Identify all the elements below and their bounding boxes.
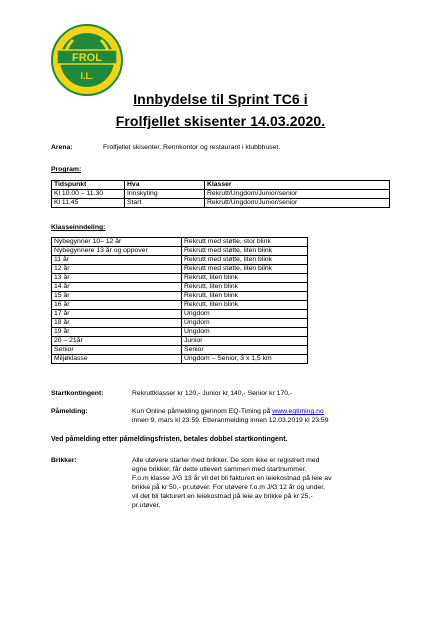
klasse-cell: Rekrutt, liten blink bbox=[182, 292, 308, 301]
table-row bbox=[52, 190, 390, 199]
klasse-cell: Miljøklasse bbox=[52, 355, 182, 364]
page-title-line1: Innbydelse til Sprint TC6 i bbox=[133, 91, 308, 107]
table-row bbox=[52, 199, 390, 208]
brikker-label: Brikker: bbox=[51, 457, 77, 464]
table-row bbox=[52, 310, 308, 319]
klasse-cell: 11 år bbox=[52, 256, 182, 265]
klasse-cell: Ungdom bbox=[182, 310, 308, 319]
table-row bbox=[52, 355, 308, 364]
program-table bbox=[51, 180, 390, 208]
klasse-cell: Nybegynnere 13 år og oppover bbox=[52, 247, 182, 256]
logo-text-bottom: I.L. bbox=[80, 71, 94, 81]
brikker-line: pr.utøver. bbox=[132, 502, 161, 509]
table-row bbox=[52, 256, 308, 265]
program-cell: Rekrutt/Ungdom/Junior/senior bbox=[205, 199, 390, 208]
program-cell: Kl 10.00 – 11.30 bbox=[52, 190, 125, 199]
table-row bbox=[52, 346, 308, 355]
klasse-cell: Rekrutt, liten blink bbox=[182, 274, 308, 283]
klasse-cell: 12 år bbox=[52, 265, 182, 274]
klasse-cell: Ungdom bbox=[182, 319, 308, 328]
klasse-cell: Senior bbox=[52, 346, 182, 355]
program-cell: Kl 11.45 bbox=[52, 199, 125, 208]
logo-text-top: FROL bbox=[72, 52, 102, 64]
program-cell: Rekrutt/Ungdom/Junior/senior bbox=[205, 190, 390, 199]
klasse-cell: 19 år bbox=[52, 328, 182, 337]
pamelding-line1 bbox=[132, 408, 324, 416]
klasse-table bbox=[51, 237, 308, 364]
brikker-line: vil det bli fakturert en leiekostnad på leie av brikke på kr 25,- bbox=[132, 493, 313, 500]
program-cell: Innskyting bbox=[125, 190, 205, 199]
klasse-cell: Rekrutt med støtte, stor blink bbox=[182, 238, 308, 247]
program-label: Program: bbox=[51, 166, 82, 173]
klasse-cell: Rekrutt med støtte, liten blink bbox=[182, 247, 308, 256]
program-header-time: Tidspunkt bbox=[52, 181, 125, 190]
klasse-cell: 15 år bbox=[52, 292, 182, 301]
klasse-cell: Ungdom – Senior, 3 x 1,5 km bbox=[182, 355, 308, 364]
program-header-row bbox=[52, 181, 390, 190]
table-row bbox=[52, 265, 308, 274]
startkontingent-text: Rekruttklasser kr 120,- Junior kr 140,- Senior kr 170,- bbox=[132, 390, 293, 397]
startkontingent-label: Startkontingent: bbox=[51, 390, 104, 397]
klasse-cell: Nybegynner 10– 12 år bbox=[52, 238, 182, 247]
arena-text: Frolfjellet skisenter. Rennkontor og restaurant i klubbhuset. bbox=[103, 144, 281, 151]
klasse-cell: Rekrutt, liten blink bbox=[182, 301, 308, 310]
klasse-cell: Senior bbox=[182, 346, 308, 355]
klasse-cell: 20 – 21år bbox=[52, 337, 182, 346]
brikker-line: egne brikker, får dette utlevert sammen med startnummer. bbox=[132, 466, 307, 473]
klasse-cell: 16 år bbox=[52, 301, 182, 310]
klasse-cell: Rekrutt, liten blink bbox=[182, 283, 308, 292]
klasse-cell: Ungdom bbox=[182, 328, 308, 337]
klasse-cell: Rekrutt med støtte, liten blink bbox=[182, 256, 308, 265]
table-row bbox=[52, 292, 308, 301]
eqtiming-link[interactable]: www.eqtiming.no bbox=[272, 408, 324, 415]
brikker-line: F.o.m klasse J/G 13 år vil det bli fakturert en leiekostnad på leie av bbox=[132, 475, 332, 482]
table-row bbox=[52, 319, 308, 328]
table-row bbox=[52, 301, 308, 310]
pamelding-text: Kun Online påmelding gjennom EQ-Timing på bbox=[132, 408, 273, 415]
arena-label: Arena: bbox=[51, 144, 73, 151]
program-header-classes: Klasser bbox=[205, 181, 390, 190]
table-row bbox=[52, 283, 308, 292]
klasse-cell: 17 år bbox=[52, 310, 182, 319]
klasse-label: Klasseinndeling: bbox=[51, 224, 106, 231]
table-row bbox=[52, 247, 308, 256]
table-row bbox=[52, 238, 308, 247]
brikker-line: Alle utøvere starter med brikker. De som ikke er registrert med bbox=[132, 457, 320, 464]
program-header-what: Hva bbox=[125, 181, 205, 190]
klasse-cell: Junior bbox=[182, 337, 308, 346]
klasse-cell: 18 år bbox=[52, 319, 182, 328]
klasse-cell: 13 år bbox=[52, 274, 182, 283]
late-registration-warning: Ved påmelding etter påmeldingsfristen, betales dobbel startkontingent. bbox=[51, 436, 288, 443]
program-cell: Start bbox=[125, 199, 205, 208]
klasse-cell: Rekrutt med støtte, liten blink bbox=[182, 265, 308, 274]
club-logo bbox=[51, 24, 123, 96]
table-row bbox=[52, 328, 308, 337]
brikker-line: brikke på kr 50,- pr.utøver. For utøvere f.o.m J/G 12 år og under, bbox=[132, 484, 326, 491]
table-row bbox=[52, 337, 308, 346]
table-row bbox=[52, 274, 308, 283]
pamelding-label: Påmelding: bbox=[51, 408, 88, 415]
klasse-cell: 14 år bbox=[52, 283, 182, 292]
page-title-line2: Frolfjellet skisenter 14.03.2020. bbox=[115, 113, 326, 129]
pamelding-line2: innen 9. mars kl 23.59. Etteranmelding innen 12.03.2019 kl 23:59 bbox=[132, 417, 329, 424]
